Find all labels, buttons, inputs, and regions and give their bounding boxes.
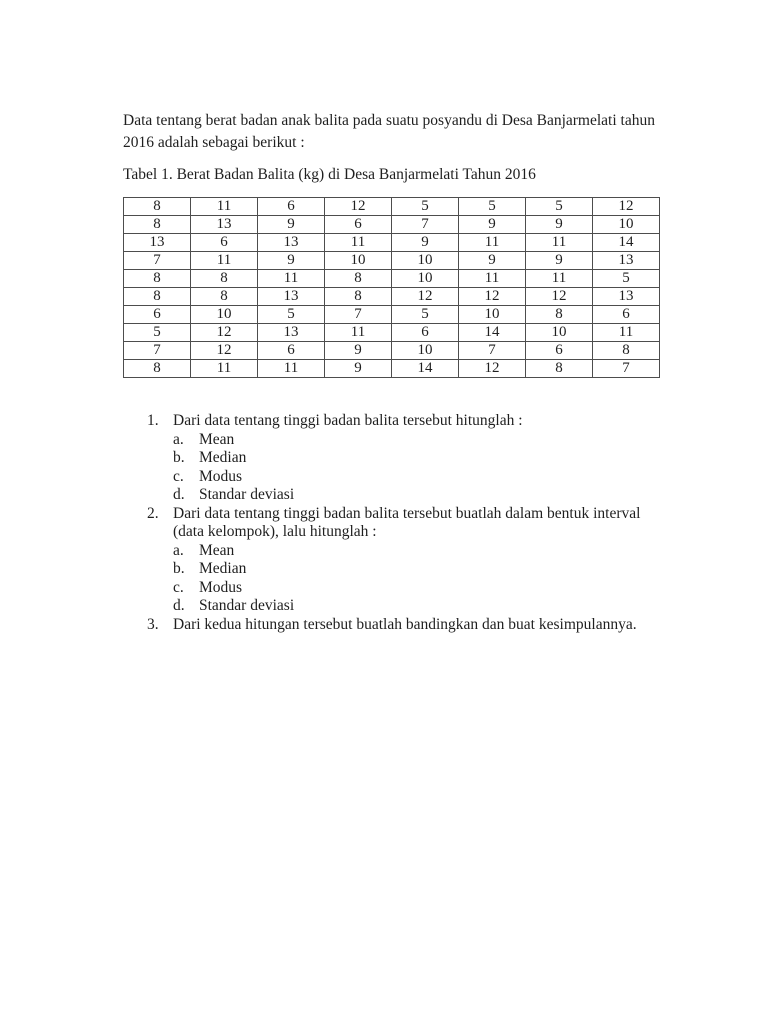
subitem-letter: c. — [173, 578, 184, 596]
table-cell: 10 — [526, 324, 593, 342]
subitem-text: Standar deviasi — [199, 486, 295, 503]
table-cell: 13 — [191, 216, 258, 234]
subitem-text: Median — [199, 560, 247, 577]
table-cell: 13 — [258, 324, 325, 342]
table-cell: 5 — [392, 198, 459, 216]
subitem-text: Mean — [199, 430, 235, 448]
table-cell: 7 — [325, 306, 392, 324]
table-cell: 8 — [526, 306, 593, 324]
table-cell: 10 — [392, 252, 459, 270]
table-cell: 7 — [459, 342, 526, 360]
table-cell: 8 — [325, 270, 392, 288]
table-cell: 6 — [258, 342, 325, 360]
table-cell: 8 — [124, 216, 191, 234]
table-cell: 11 — [459, 270, 526, 288]
table-cell: 10 — [325, 252, 392, 270]
table-cell: 10 — [459, 306, 526, 324]
table-caption: Tabel 1. Berat Badan Balita (kg) di Desa Banjarmelati Tahun 2016 — [123, 166, 536, 183]
subitem-letter: d. — [173, 486, 185, 503]
table-cell: 9 — [392, 234, 459, 252]
table-cell: 6 — [392, 324, 459, 342]
table-cell: 10 — [191, 306, 258, 324]
table-cell: 10 — [392, 270, 459, 288]
question-list — [123, 412, 660, 634]
table-row — [124, 270, 660, 288]
table-cell: 12 — [459, 288, 526, 306]
subitem-text: Median — [199, 449, 247, 466]
question-subitem — [173, 468, 660, 487]
table-cell: 9 — [325, 360, 392, 378]
page-content — [123, 110, 660, 634]
table-row — [124, 288, 660, 306]
table-cell: 12 — [392, 288, 459, 306]
table-cell: 8 — [124, 270, 191, 288]
data-table-body — [124, 198, 660, 378]
question-subitem — [173, 449, 660, 468]
table-cell: 13 — [258, 234, 325, 252]
data-table — [123, 197, 660, 378]
subitem-text: Standar deviasi — [199, 597, 295, 614]
table-cell: 13 — [593, 252, 660, 270]
question-text: Dari kedua hitungan tersebut buatlah bandingkan dan buat kesimpulannya. — [173, 615, 637, 633]
table-cell: 11 — [191, 198, 258, 216]
table-cell: 11 — [593, 324, 660, 342]
question-text: Dari data tentang tinggi badan balita tersebut buatlah dalam bentuk interval (data kelompok), lalu hitunglah : — [173, 504, 641, 540]
question-subitem — [173, 486, 660, 505]
table-cell: 14 — [459, 324, 526, 342]
question-text: Dari data tentang tinggi badan balita tersebut hitunglah : — [173, 412, 523, 429]
question-subitem — [173, 431, 660, 450]
subitem-text: Modus — [199, 578, 243, 596]
table-cell: 7 — [392, 216, 459, 234]
subitem-letter: a. — [173, 541, 184, 559]
table-cell: 10 — [392, 342, 459, 360]
question-subitem — [173, 542, 660, 561]
table-cell: 5 — [593, 270, 660, 288]
table-cell: 6 — [593, 306, 660, 324]
table-row — [124, 324, 660, 342]
table-row — [124, 234, 660, 252]
subitem-letter: b. — [173, 560, 185, 577]
table-row — [124, 216, 660, 234]
table-row — [124, 306, 660, 324]
subitem-letter: c. — [173, 467, 184, 485]
table-cell: 11 — [526, 234, 593, 252]
table-cell: 12 — [459, 360, 526, 378]
subitem-text: Mean — [199, 541, 235, 559]
table-cell: 9 — [526, 216, 593, 234]
question-subitem — [173, 597, 660, 616]
table-cell: 12 — [526, 288, 593, 306]
table-cell: 8 — [124, 288, 191, 306]
table-cell: 5 — [526, 198, 593, 216]
table-row — [124, 342, 660, 360]
table-cell: 9 — [459, 216, 526, 234]
table-cell: 7 — [124, 252, 191, 270]
table-cell: 13 — [124, 234, 191, 252]
table-cell: 14 — [392, 360, 459, 378]
table-row — [124, 198, 660, 216]
table-cell: 6 — [191, 234, 258, 252]
question-number: 1. — [147, 412, 159, 429]
table-cell: 8 — [124, 198, 191, 216]
table-cell: 6 — [325, 216, 392, 234]
table-cell: 7 — [593, 360, 660, 378]
table-cell: 12 — [593, 198, 660, 216]
table-cell: 5 — [392, 306, 459, 324]
question-item — [123, 412, 660, 431]
table-cell: 8 — [124, 360, 191, 378]
table-cell: 12 — [191, 324, 258, 342]
table-cell: 11 — [258, 270, 325, 288]
question-number: 3. — [147, 615, 159, 633]
table-cell: 11 — [258, 360, 325, 378]
table-cell: 12 — [325, 198, 392, 216]
table-cell: 10 — [593, 216, 660, 234]
table-cell: 9 — [258, 216, 325, 234]
table-cell: 6 — [124, 306, 191, 324]
table-cell: 9 — [459, 252, 526, 270]
intro-paragraph: Data tentang berat badan anak balita pada suatu posyandu di Desa Banjarmelati tahun 2016 adalah sebagai berikut : — [123, 112, 655, 151]
table-cell: 11 — [325, 234, 392, 252]
table-cell: 13 — [258, 288, 325, 306]
table-cell: 5 — [124, 324, 191, 342]
table-cell: 8 — [593, 342, 660, 360]
table-cell: 11 — [325, 324, 392, 342]
table-row — [124, 252, 660, 270]
table-cell: 6 — [526, 342, 593, 360]
table-cell: 11 — [191, 252, 258, 270]
table-cell: 11 — [459, 234, 526, 252]
question-subitem — [173, 579, 660, 598]
table-cell: 14 — [593, 234, 660, 252]
table-cell: 8 — [325, 288, 392, 306]
table-cell: 9 — [325, 342, 392, 360]
table-cell: 11 — [191, 360, 258, 378]
table-cell: 6 — [258, 198, 325, 216]
subitem-text: Modus — [199, 467, 243, 485]
table-cell: 8 — [191, 288, 258, 306]
table-cell: 12 — [191, 342, 258, 360]
question-subitem — [173, 560, 660, 579]
table-cell: 13 — [593, 288, 660, 306]
subitem-letter: b. — [173, 449, 185, 466]
question-item — [123, 616, 660, 635]
table-cell: 5 — [258, 306, 325, 324]
table-cell: 9 — [526, 252, 593, 270]
table-cell: 8 — [526, 360, 593, 378]
table-cell: 5 — [459, 198, 526, 216]
subitem-letter: d. — [173, 597, 185, 614]
table-cell: 9 — [258, 252, 325, 270]
subitem-letter: a. — [173, 430, 184, 448]
question-number: 2. — [147, 504, 159, 522]
question-item — [123, 505, 660, 542]
table-cell: 8 — [191, 270, 258, 288]
table-cell: 11 — [526, 270, 593, 288]
table-row — [124, 360, 660, 378]
table-cell: 7 — [124, 342, 191, 360]
